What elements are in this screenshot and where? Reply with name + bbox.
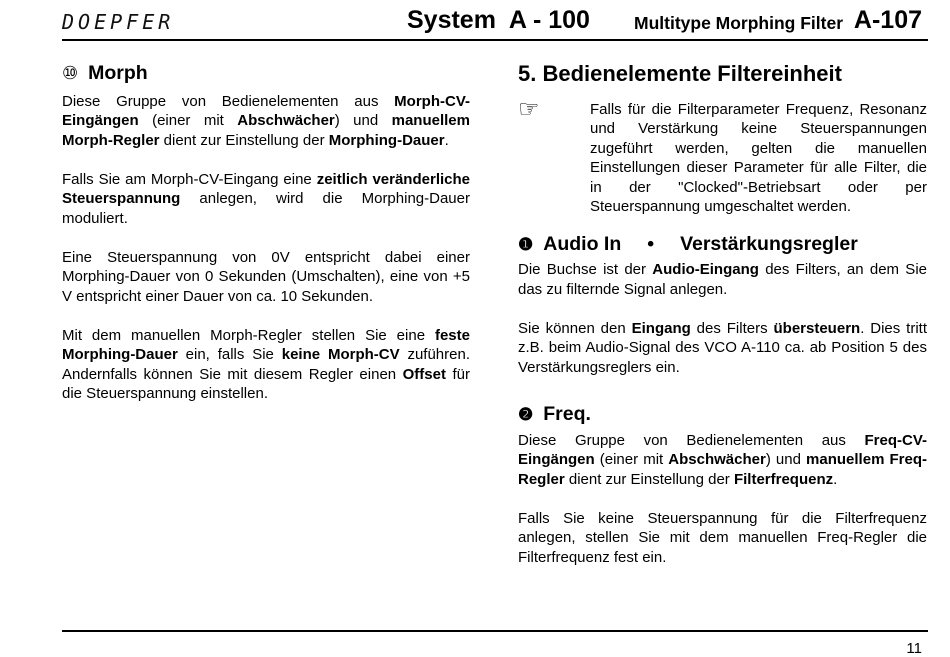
page-header bbox=[62, 4, 922, 38]
morph-paragraph-4: Mit dem manuellen Morph-Regler stellen Sie eine feste Morphing-Dauer ein, falls Sie keine Morph-CV zuführen. Andernfalls können Sie mit diesem Regler einen Offset für die Steuerspannung einstellen. bbox=[62, 326, 470, 402]
morph-heading-text: Morph bbox=[88, 62, 148, 84]
circled-ten-icon: ⑩ bbox=[62, 63, 79, 83]
bullet-icon: • bbox=[647, 232, 655, 255]
module-subtitle: Multitype Morphing Filter bbox=[634, 13, 844, 33]
morph-heading bbox=[62, 64, 470, 84]
freq-title: Freq. bbox=[543, 403, 591, 425]
footer-divider bbox=[62, 630, 928, 632]
freq-paragraph-2: Falls Sie keine Steuerspannung für die Filterfrequenz anlegen, stellen Sie mit dem manuellen Freq-Regler die Filterfrequenz fest ein. bbox=[518, 509, 927, 566]
doepfer-logo: DOEPFER bbox=[62, 10, 175, 34]
audio-in-paragraph-2: Sie können den Eingang des Filters übersteuern. Dies tritt z.B. beim Audio-Signal des VCO A-110 ca. ab Position 5 des Verstärkungsreglers ein. bbox=[518, 319, 927, 376]
morph-paragraph-1: Diese Gruppe von Bedienelementen aus Morph-CV-Eingängen (einer mit Abschwächer) und manuellem Morph-Regler dient zur Einstellung der Morphing-Dauer. bbox=[62, 92, 470, 149]
right-column bbox=[518, 61, 927, 587]
audio-in-heading bbox=[518, 232, 927, 255]
section-heading: 5. Bedienelemente Filtereinheit bbox=[518, 61, 842, 86]
gain-control-title: Verstärkungsregler bbox=[680, 232, 858, 255]
page-number: 11 bbox=[906, 640, 922, 657]
header-divider bbox=[62, 39, 928, 41]
note-block bbox=[518, 95, 927, 217]
pointing-hand-icon: ☞ bbox=[518, 95, 540, 123]
circled-one-icon: ❶ bbox=[518, 234, 534, 254]
freq-paragraph-1: Diese Gruppe von Bedienelementen aus Freq-CV-Eingängen (einer mit Abschwächer) und manuellem Freq-Regler dient zur Einstellung der Filterfrequenz. bbox=[518, 431, 927, 488]
note-text: Falls für die Filterparameter Frequenz, Resonanz und Verstärkung keine Steuerspannungen zugeführt werden, gelten die manuellen Einstellungen dieser Parameter für alle Filter, die in der "Clocked"-Betriebsart oder per Steuerspannung umgeschaltet werden. bbox=[590, 100, 927, 215]
module-number: A-107 bbox=[853, 6, 922, 34]
freq-heading bbox=[518, 405, 927, 425]
audio-in-paragraph-1: Die Buchse ist der Audio-Eingang des Filters, an dem Sie das zu filternde Signal anlegen. bbox=[518, 261, 927, 298]
morph-paragraph-3: Eine Steuerspannung von 0V entspricht dabei einer Morphing-Dauer von 0 Sekunden (Umschalten), eine von +5 V entspricht einer Dauer von ca. 10 Sekunden. bbox=[62, 248, 470, 305]
circled-two-icon: ❷ bbox=[518, 405, 534, 424]
system-title: System A - 100 bbox=[407, 6, 590, 34]
morph-paragraph-2: Falls Sie am Morph-CV-Eingang eine zeitlich veränderliche Steuerspannung anlegen, wird die Morphing-Dauer moduliert. bbox=[62, 170, 470, 227]
audio-in-title: Audio In bbox=[543, 232, 622, 255]
left-column bbox=[62, 64, 470, 423]
